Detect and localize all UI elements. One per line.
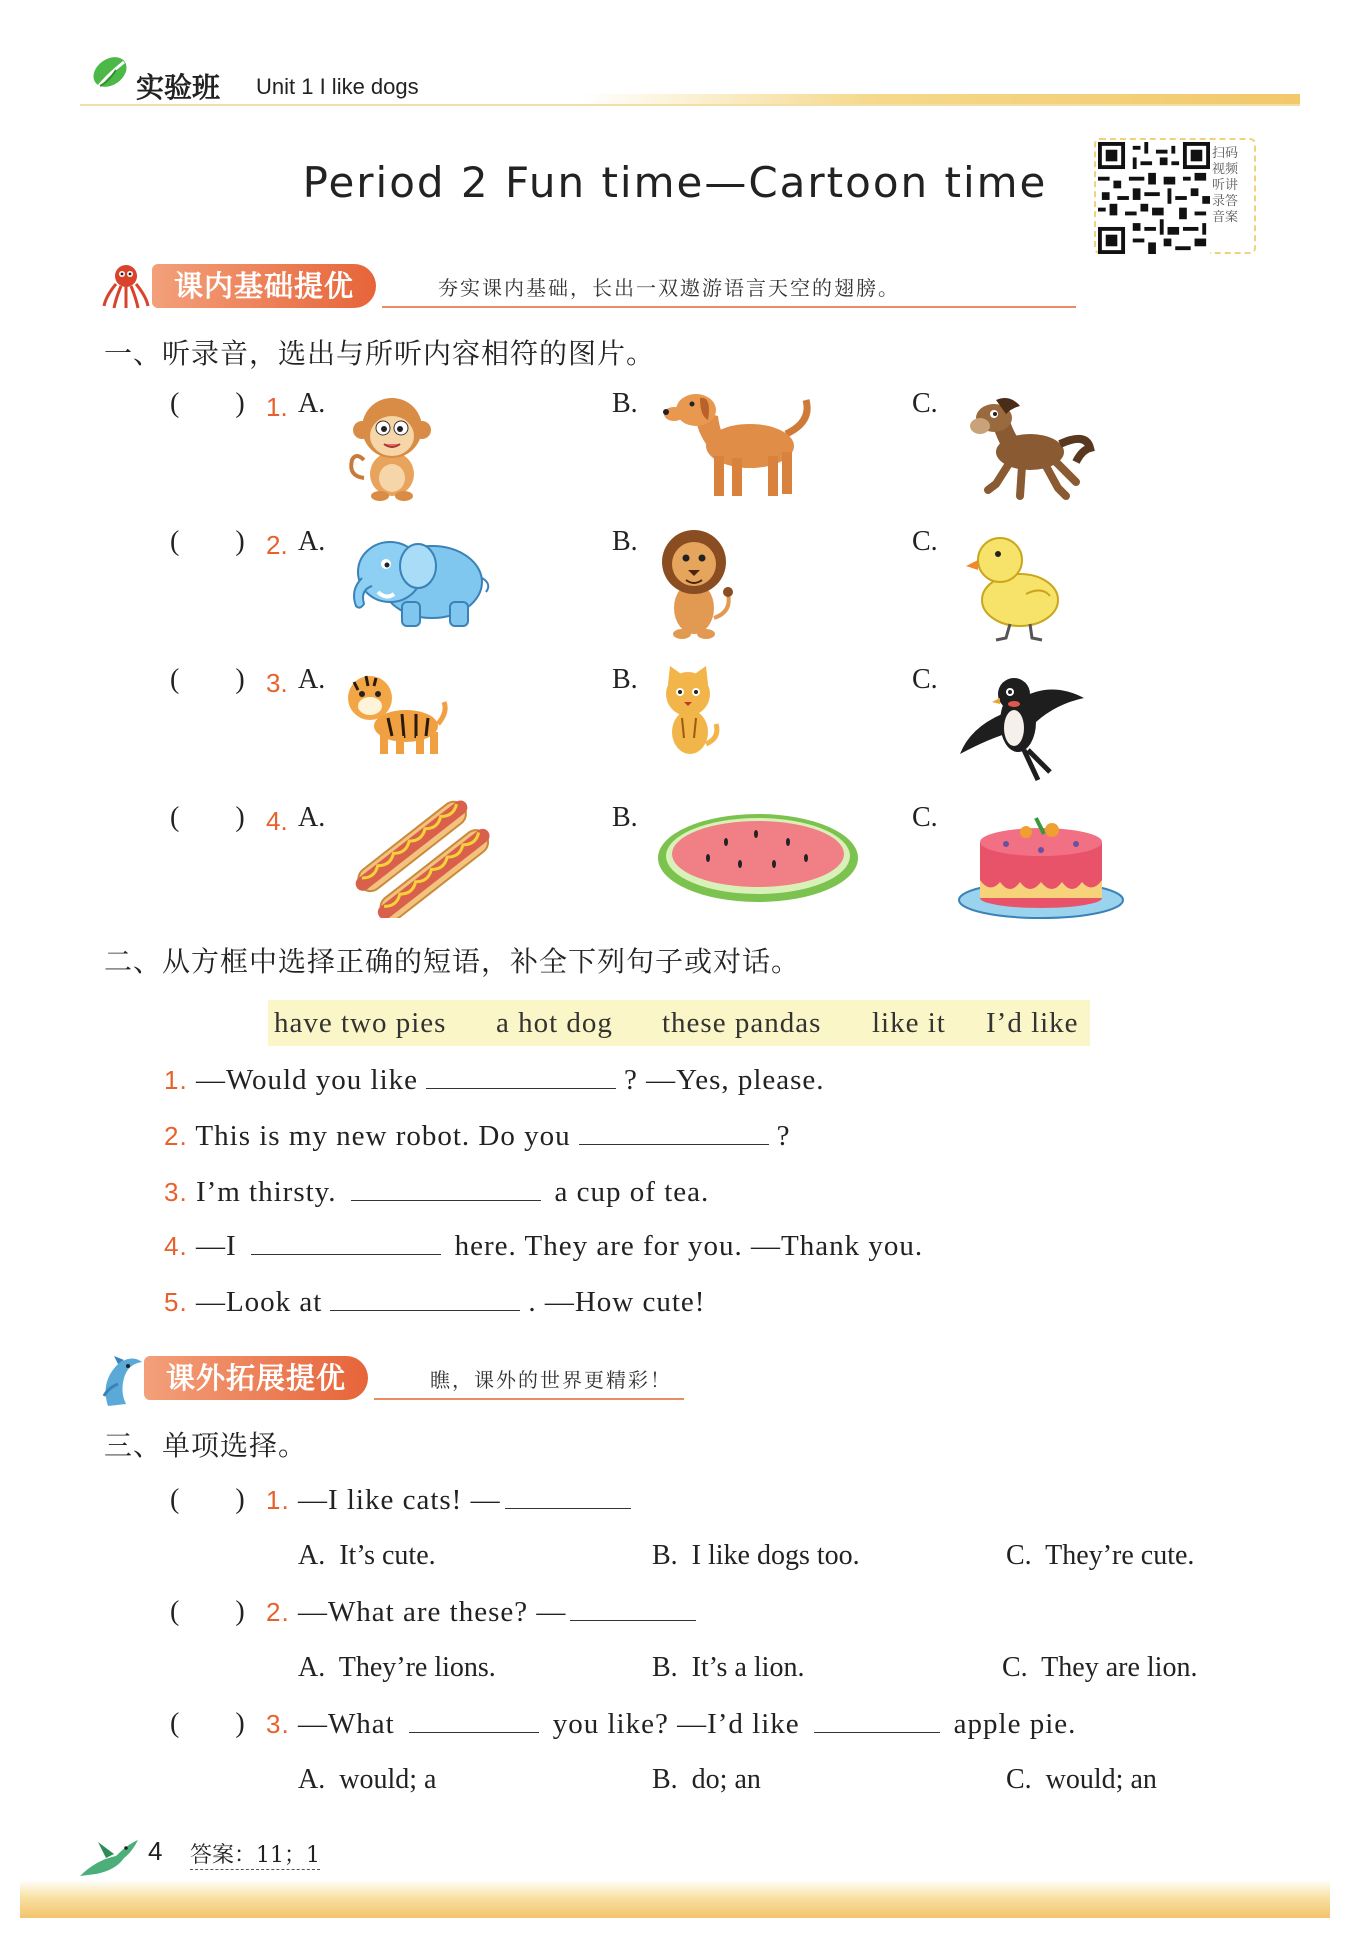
choice-option-b[interactable]: B. do; an xyxy=(652,1764,761,1795)
option-c-label: C. xyxy=(912,526,938,557)
question-number: 2. xyxy=(266,530,288,560)
dog-picture-icon[interactable] xyxy=(656,386,818,504)
monkey-picture-icon[interactable] xyxy=(344,390,440,502)
question-number: 3. xyxy=(266,668,288,698)
question-stem-text: you like? —I’d like xyxy=(552,1708,800,1740)
sentence-number: 4. xyxy=(164,1231,188,1261)
answer-parentheses[interactable]: ( ) xyxy=(170,388,245,419)
choice-question-stem xyxy=(266,1708,1076,1741)
choice-option-a[interactable]: A. They’re lions. xyxy=(298,1652,496,1683)
answer-blank[interactable] xyxy=(330,1286,520,1311)
sentence-text-after: a cup of tea. xyxy=(554,1176,710,1208)
section-banner-in-class xyxy=(152,264,932,308)
duck-picture-icon[interactable] xyxy=(966,530,1064,642)
choice-option-c[interactable]: C. They’re cute. xyxy=(1006,1540,1195,1571)
sentence-number: 1. xyxy=(164,1065,188,1095)
part1-heading: 一、听录音，选出与所听内容相符的图片。 xyxy=(104,337,656,370)
answer-parentheses[interactable]: ( ) xyxy=(170,1596,245,1627)
brand-name: 实验班 xyxy=(136,71,221,104)
bird-footer-icon xyxy=(76,1836,140,1880)
qr-code-icon[interactable] xyxy=(1098,142,1210,254)
section-banner-label: 课外拓展提优 xyxy=(144,1356,368,1400)
option-a-label: A. xyxy=(298,388,326,419)
answer-key-reference[interactable]: 答案：11；1 xyxy=(190,1838,320,1870)
choice-option-b[interactable]: B. It’s a lion. xyxy=(652,1652,805,1683)
section-banner-rule xyxy=(382,306,1076,308)
fill-sentence xyxy=(164,1120,790,1153)
question-number: 4. xyxy=(266,806,288,836)
sentence-text-before: —Look at xyxy=(195,1286,323,1318)
answer-parentheses[interactable]: ( ) xyxy=(170,1708,245,1739)
unit-label: Unit 1 I like dogs xyxy=(256,74,419,99)
sentence-text-before: —Would you like xyxy=(195,1064,419,1096)
answer-blank[interactable] xyxy=(814,1708,940,1733)
answer-blank[interactable] xyxy=(251,1230,441,1255)
section-banner-extension xyxy=(144,1356,684,1400)
section-banner-rule xyxy=(374,1398,684,1400)
question-number: 2. xyxy=(266,1597,290,1627)
section-banner-subtitle: 瞧，课外的世界更精彩！ xyxy=(430,1368,672,1392)
watermelon-picture-icon[interactable] xyxy=(656,808,860,904)
question-number: 1. xyxy=(266,1485,290,1515)
fill-sentence xyxy=(164,1230,923,1263)
choice-question-stem xyxy=(266,1484,639,1517)
question-stem-text: —What are these? — xyxy=(297,1596,567,1628)
answer-blank[interactable] xyxy=(351,1176,541,1201)
option-b-label: B. xyxy=(612,802,638,833)
tiger-picture-icon[interactable] xyxy=(344,668,448,758)
word-option: have two pies xyxy=(274,1007,447,1039)
answer-parentheses[interactable]: ( ) xyxy=(170,526,245,557)
sentence-number: 3. xyxy=(164,1177,188,1207)
option-b-label: B. xyxy=(612,526,638,557)
word-option: like it xyxy=(872,1007,946,1039)
sentence-text-after: here. They are for you. —Thank you. xyxy=(454,1230,924,1262)
word-option: I’d like xyxy=(986,1007,1079,1039)
question-number: 1. xyxy=(266,392,288,422)
answer-blank[interactable] xyxy=(570,1596,696,1621)
fill-sentence xyxy=(164,1286,705,1319)
lion-picture-icon[interactable] xyxy=(656,528,738,642)
qr-caption: 扫码视频听讲录答音案 xyxy=(1212,146,1239,225)
sentence-text-before: I’m thirsty. xyxy=(195,1176,337,1208)
choice-option-c[interactable]: C. would; an xyxy=(1006,1764,1157,1795)
question-number: 3. xyxy=(266,1709,290,1739)
part3-heading: 三、单项选择。 xyxy=(104,1429,308,1462)
bird-picture-icon[interactable] xyxy=(960,664,1088,782)
squid-mascot-icon xyxy=(100,262,152,310)
option-a-label: A. xyxy=(298,526,326,557)
footer-stripe xyxy=(20,1880,1330,1918)
cat-picture-icon[interactable] xyxy=(656,664,722,758)
elephant-picture-icon[interactable] xyxy=(346,528,494,632)
page-number: 4 xyxy=(148,1836,163,1866)
answer-parentheses[interactable]: ( ) xyxy=(170,664,245,695)
option-c-label: C. xyxy=(912,664,938,695)
choice-question-stem xyxy=(266,1596,704,1629)
cake-picture-icon[interactable] xyxy=(956,804,1126,922)
option-c-label: C. xyxy=(912,802,938,833)
horse-picture-icon[interactable] xyxy=(966,392,1096,506)
choice-option-c[interactable]: C. They are lion. xyxy=(1002,1652,1198,1683)
word-option: a hot dog xyxy=(496,1007,613,1039)
part2-heading: 二、从方框中选择正确的短语，补全下列句子或对话。 xyxy=(104,945,801,978)
hot-dog-picture-icon[interactable] xyxy=(344,800,506,918)
choice-option-a[interactable]: A. would; a xyxy=(298,1764,437,1795)
question-stem-text: apple pie. xyxy=(953,1708,1077,1740)
section-banner-label: 课内基础提优 xyxy=(152,264,376,308)
option-b-label: B. xyxy=(612,664,638,695)
answer-blank[interactable] xyxy=(505,1484,631,1509)
fill-sentence xyxy=(164,1064,825,1097)
answer-blank[interactable] xyxy=(409,1708,539,1733)
option-a-label: A. xyxy=(298,664,326,695)
word-option: these pandas xyxy=(662,1007,822,1039)
option-a-label: A. xyxy=(298,802,326,833)
answer-blank[interactable] xyxy=(426,1064,616,1089)
leaf-logo-icon xyxy=(86,52,132,98)
sentence-number: 5. xyxy=(164,1287,188,1317)
answer-parentheses[interactable]: ( ) xyxy=(170,802,245,833)
option-c-label: C. xyxy=(912,388,938,419)
question-stem-text: —I like cats! — xyxy=(297,1484,501,1516)
choice-option-a[interactable]: A. It’s cute. xyxy=(298,1540,436,1571)
option-b-label: B. xyxy=(612,388,638,419)
sentence-number: 2. xyxy=(164,1121,188,1151)
sentence-text-after: . —How cute! xyxy=(528,1286,706,1318)
header-rule xyxy=(80,104,1300,106)
dolphin-mascot-icon xyxy=(98,1354,146,1410)
sentence-text-after: ? xyxy=(776,1120,791,1152)
fill-sentence xyxy=(164,1176,709,1209)
sentence-text-before: This is my new robot. Do you xyxy=(195,1120,571,1152)
sentence-text-before: —I xyxy=(195,1230,237,1262)
sentence-text-after: ? —Yes, please. xyxy=(624,1064,825,1096)
answer-blank[interactable] xyxy=(579,1120,769,1145)
question-stem-text: —What xyxy=(297,1708,395,1740)
page-title: Period 2 Fun time—Cartoon time xyxy=(302,158,1048,207)
section-banner-subtitle: 夯实课内基础，长出一双遨游语言天空的翅膀。 xyxy=(438,276,900,300)
answer-parentheses[interactable]: ( ) xyxy=(170,1484,245,1515)
choice-option-b[interactable]: B. I like dogs too. xyxy=(652,1540,860,1571)
